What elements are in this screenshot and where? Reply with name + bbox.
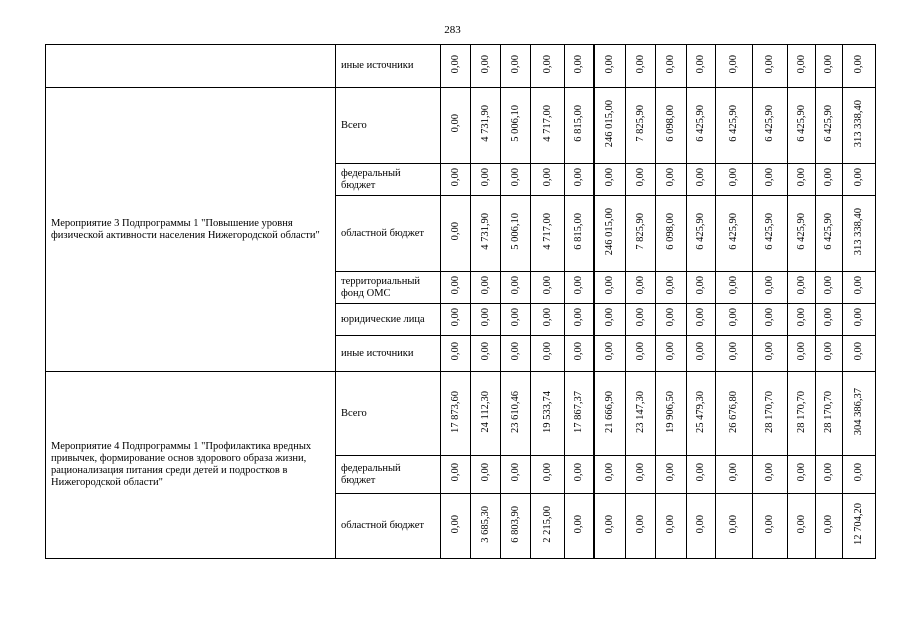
value-cell bbox=[531, 272, 565, 304]
value-cell bbox=[843, 45, 876, 88]
value-cell bbox=[843, 456, 876, 494]
value-text: 0,00 bbox=[479, 308, 491, 327]
value-cell bbox=[687, 456, 716, 494]
value-text: 0,00 bbox=[728, 342, 739, 361]
value-cell bbox=[716, 88, 753, 164]
value-text: 0,00 bbox=[665, 514, 676, 534]
value-cell bbox=[565, 88, 594, 164]
value-cell bbox=[471, 45, 501, 88]
value-text: 6 425,90 bbox=[795, 213, 807, 250]
value-text: 0,00 bbox=[603, 168, 615, 187]
value-text: 246 015,00 bbox=[603, 207, 615, 256]
value-cell bbox=[788, 272, 816, 304]
value-cell bbox=[594, 494, 626, 559]
value-cell bbox=[626, 164, 656, 196]
value-text: 7 825,90 bbox=[634, 213, 646, 250]
value-text: 25 479,30 bbox=[695, 390, 706, 433]
value-cell bbox=[816, 164, 843, 196]
funding-source-cell: иные источники bbox=[336, 45, 441, 88]
value-cell bbox=[753, 304, 788, 336]
value-text: 0,00 bbox=[853, 463, 864, 482]
value-text: 0,00 bbox=[695, 463, 706, 482]
value-text: 0,00 bbox=[449, 222, 461, 241]
funding-source-cell: Всего bbox=[336, 372, 441, 456]
value-cell bbox=[531, 494, 565, 559]
value-cell bbox=[816, 494, 843, 559]
funding-table bbox=[45, 44, 876, 559]
value-cell bbox=[716, 164, 753, 196]
value-text: 19 906,50 bbox=[665, 390, 676, 433]
value-cell bbox=[565, 336, 594, 372]
value-text: 6 098,00 bbox=[665, 105, 676, 142]
value-text: 0,00 bbox=[479, 342, 491, 361]
value-cell bbox=[471, 304, 501, 336]
value-text: 0,00 bbox=[449, 168, 461, 187]
value-cell bbox=[753, 272, 788, 304]
value-cell bbox=[501, 164, 531, 196]
value-cell bbox=[843, 272, 876, 304]
value-cell bbox=[471, 494, 501, 559]
value-text: 0,00 bbox=[853, 54, 864, 74]
value-text: 0,00 bbox=[541, 168, 553, 187]
value-text: 0,00 bbox=[603, 514, 615, 534]
value-cell bbox=[816, 272, 843, 304]
value-cell bbox=[687, 45, 716, 88]
value-cell bbox=[531, 456, 565, 494]
value-text: 0,00 bbox=[479, 168, 491, 187]
value-text: 0,00 bbox=[795, 54, 807, 74]
funding-source-cell: федеральный бюджет bbox=[336, 164, 441, 196]
value-cell bbox=[594, 336, 626, 372]
value-cell bbox=[788, 196, 816, 272]
value-cell bbox=[716, 372, 753, 456]
value-text: 0,00 bbox=[853, 168, 864, 187]
value-cell bbox=[716, 456, 753, 494]
value-cell bbox=[441, 45, 471, 88]
value-text: 0,00 bbox=[509, 168, 521, 187]
value-cell bbox=[565, 456, 594, 494]
value-text: 21 666,90 bbox=[603, 390, 615, 433]
value-cell bbox=[441, 272, 471, 304]
value-text: 6 815,00 bbox=[572, 105, 584, 142]
value-text: 28 170,70 bbox=[823, 390, 834, 433]
value-text: 246 015,00 bbox=[603, 99, 615, 148]
value-cell bbox=[626, 196, 656, 272]
value-text: 0,00 bbox=[823, 168, 834, 187]
value-text: 0,00 bbox=[728, 54, 739, 74]
value-text: 0,00 bbox=[764, 463, 775, 482]
value-text: 0,00 bbox=[695, 514, 706, 534]
table-row bbox=[46, 372, 876, 456]
value-cell bbox=[753, 456, 788, 494]
value-text: 6 815,00 bbox=[572, 213, 584, 250]
value-cell bbox=[565, 304, 594, 336]
value-cell bbox=[816, 336, 843, 372]
value-cell bbox=[441, 456, 471, 494]
funding-source-cell: областной бюджет bbox=[336, 196, 441, 272]
value-cell bbox=[656, 272, 687, 304]
value-text: 0,00 bbox=[695, 168, 706, 187]
value-cell bbox=[656, 456, 687, 494]
value-cell bbox=[501, 196, 531, 272]
value-text: 0,00 bbox=[541, 463, 553, 482]
value-text: 3 685,30 bbox=[479, 505, 491, 543]
value-text: 0,00 bbox=[764, 54, 775, 74]
value-cell bbox=[753, 196, 788, 272]
value-text: 0,00 bbox=[603, 342, 615, 361]
value-text: 0,00 bbox=[665, 54, 676, 74]
value-text: 0,00 bbox=[665, 463, 676, 482]
value-text: 6 425,90 bbox=[795, 105, 807, 142]
value-cell bbox=[816, 304, 843, 336]
value-text: 0,00 bbox=[665, 168, 676, 187]
value-cell bbox=[594, 45, 626, 88]
value-cell bbox=[656, 494, 687, 559]
value-cell bbox=[626, 304, 656, 336]
value-text: 0,00 bbox=[541, 342, 553, 361]
value-text: 304 386,37 bbox=[853, 387, 864, 436]
value-cell bbox=[441, 494, 471, 559]
value-text: 0,00 bbox=[449, 54, 461, 74]
value-cell bbox=[626, 494, 656, 559]
value-text: 0,00 bbox=[695, 276, 706, 295]
value-cell bbox=[531, 304, 565, 336]
value-cell bbox=[626, 456, 656, 494]
funding-source-cell: иные источники bbox=[336, 336, 441, 372]
value-text: 0,00 bbox=[449, 114, 461, 133]
value-cell bbox=[716, 196, 753, 272]
value-text: 0,00 bbox=[764, 168, 775, 187]
value-cell bbox=[441, 372, 471, 456]
value-cell bbox=[471, 164, 501, 196]
value-text: 0,00 bbox=[634, 168, 646, 187]
value-cell bbox=[531, 164, 565, 196]
value-cell bbox=[788, 494, 816, 559]
value-text: 6 425,90 bbox=[764, 105, 775, 142]
value-text: 0,00 bbox=[541, 308, 553, 327]
value-cell bbox=[594, 456, 626, 494]
value-cell bbox=[816, 45, 843, 88]
value-cell bbox=[843, 164, 876, 196]
funding-source-cell: федеральный бюджет bbox=[336, 456, 441, 494]
value-cell bbox=[753, 45, 788, 88]
value-cell bbox=[656, 88, 687, 164]
value-text: 0,00 bbox=[603, 54, 615, 74]
value-text: 17 873,60 bbox=[449, 390, 461, 433]
value-text: 0,00 bbox=[695, 342, 706, 361]
funding-source-cell: Всего bbox=[336, 88, 441, 164]
value-text: 6 098,00 bbox=[665, 213, 676, 250]
value-text: 17 867,37 bbox=[572, 390, 584, 433]
value-text: 6 425,90 bbox=[728, 213, 739, 250]
value-text: 0,00 bbox=[479, 463, 491, 482]
measure-name-cell: Мероприятие 4 Подпрограммы 1 "Профилактика вредных привычек, формирование основ здорового образа жизни, рационализация питания среди детей и подростков в Нижегородской области" bbox=[46, 372, 336, 559]
value-cell bbox=[531, 45, 565, 88]
value-text: 0,00 bbox=[479, 54, 491, 74]
value-cell bbox=[816, 456, 843, 494]
value-text: 0,00 bbox=[853, 342, 864, 361]
value-cell bbox=[716, 45, 753, 88]
value-cell bbox=[687, 372, 716, 456]
value-cell bbox=[656, 196, 687, 272]
value-cell bbox=[594, 88, 626, 164]
value-cell bbox=[565, 164, 594, 196]
value-text: 0,00 bbox=[603, 308, 615, 327]
value-text: 6 425,90 bbox=[764, 213, 775, 250]
value-cell bbox=[626, 372, 656, 456]
funding-source-cell: юридические лица bbox=[336, 304, 441, 336]
value-cell bbox=[753, 372, 788, 456]
value-cell bbox=[788, 336, 816, 372]
value-text: 0,00 bbox=[764, 276, 775, 295]
value-text: 23 147,30 bbox=[634, 390, 646, 433]
value-cell bbox=[471, 196, 501, 272]
value-text: 4 731,90 bbox=[479, 213, 491, 250]
value-cell bbox=[788, 304, 816, 336]
value-cell bbox=[626, 45, 656, 88]
value-cell bbox=[687, 304, 716, 336]
value-text: 313 338,40 bbox=[853, 207, 864, 256]
value-cell bbox=[843, 88, 876, 164]
value-cell bbox=[816, 372, 843, 456]
value-text: 0,00 bbox=[795, 514, 807, 534]
value-cell bbox=[716, 494, 753, 559]
value-text: 0,00 bbox=[795, 276, 807, 295]
value-text: 0,00 bbox=[853, 308, 864, 327]
value-cell bbox=[843, 494, 876, 559]
value-text: 26 676,80 bbox=[728, 390, 739, 433]
value-cell bbox=[843, 304, 876, 336]
value-cell bbox=[788, 164, 816, 196]
value-text: 0,00 bbox=[634, 342, 646, 361]
value-cell bbox=[594, 272, 626, 304]
value-text: 6 425,90 bbox=[695, 105, 706, 142]
table-row bbox=[46, 45, 876, 88]
value-cell bbox=[626, 336, 656, 372]
value-text: 0,00 bbox=[795, 168, 807, 187]
value-cell bbox=[594, 372, 626, 456]
value-text: 0,00 bbox=[823, 463, 834, 482]
value-cell bbox=[594, 164, 626, 196]
value-text: 4 731,90 bbox=[479, 105, 491, 142]
table-row bbox=[46, 88, 876, 164]
value-text: 2 215,00 bbox=[541, 505, 553, 543]
value-cell bbox=[816, 88, 843, 164]
value-text: 0,00 bbox=[823, 54, 834, 74]
value-text: 0,00 bbox=[823, 276, 834, 295]
value-text: 4 717,00 bbox=[541, 105, 553, 142]
value-cell bbox=[471, 88, 501, 164]
value-text: 0,00 bbox=[795, 463, 807, 482]
value-text: 0,00 bbox=[603, 463, 615, 482]
value-cell bbox=[656, 164, 687, 196]
value-text: 28 170,70 bbox=[795, 390, 807, 433]
value-cell bbox=[626, 272, 656, 304]
value-text: 28 170,70 bbox=[764, 390, 775, 433]
value-cell bbox=[531, 372, 565, 456]
value-cell bbox=[753, 164, 788, 196]
value-text: 0,00 bbox=[695, 54, 706, 74]
value-cell bbox=[753, 88, 788, 164]
value-text: 0,00 bbox=[509, 463, 521, 482]
funding-source-cell: областной бюджет bbox=[336, 494, 441, 559]
value-cell bbox=[788, 372, 816, 456]
value-cell bbox=[441, 164, 471, 196]
value-cell bbox=[501, 456, 531, 494]
value-cell bbox=[716, 304, 753, 336]
value-cell bbox=[565, 45, 594, 88]
value-cell bbox=[471, 456, 501, 494]
value-text: 6 425,90 bbox=[695, 213, 706, 250]
value-cell bbox=[471, 336, 501, 372]
value-text: 5 006,10 bbox=[509, 105, 521, 142]
value-text: 0,00 bbox=[572, 514, 584, 534]
value-text: 0,00 bbox=[665, 276, 676, 295]
value-cell bbox=[687, 336, 716, 372]
value-text: 4 717,00 bbox=[541, 213, 553, 250]
value-text: 0,00 bbox=[572, 463, 584, 482]
value-text: 23 610,46 bbox=[509, 390, 521, 433]
value-cell bbox=[501, 304, 531, 336]
value-text: 0,00 bbox=[509, 342, 521, 361]
value-text: 0,00 bbox=[665, 308, 676, 327]
value-text: 0,00 bbox=[823, 342, 834, 361]
value-text: 0,00 bbox=[572, 168, 584, 187]
value-text: 0,00 bbox=[695, 308, 706, 327]
value-text: 7 825,90 bbox=[634, 105, 646, 142]
value-text: 313 338,40 bbox=[853, 99, 864, 148]
value-text: 0,00 bbox=[541, 276, 553, 295]
value-cell bbox=[788, 45, 816, 88]
value-cell bbox=[441, 88, 471, 164]
value-cell bbox=[531, 196, 565, 272]
value-text: 0,00 bbox=[634, 54, 646, 74]
value-cell bbox=[565, 494, 594, 559]
value-text: 0,00 bbox=[728, 168, 739, 187]
value-cell bbox=[716, 336, 753, 372]
value-cell bbox=[441, 196, 471, 272]
value-text: 0,00 bbox=[728, 308, 739, 327]
value-cell bbox=[531, 336, 565, 372]
value-text: 0,00 bbox=[603, 276, 615, 295]
value-text: 0,00 bbox=[449, 276, 461, 295]
value-cell bbox=[753, 336, 788, 372]
value-text: 0,00 bbox=[541, 54, 553, 74]
value-cell bbox=[501, 88, 531, 164]
value-text: 0,00 bbox=[449, 308, 461, 327]
value-cell bbox=[531, 88, 565, 164]
value-cell bbox=[687, 88, 716, 164]
value-cell bbox=[565, 196, 594, 272]
value-cell bbox=[565, 372, 594, 456]
value-cell bbox=[441, 336, 471, 372]
value-text: 0,00 bbox=[665, 342, 676, 361]
value-text: 6 425,90 bbox=[823, 105, 834, 142]
value-text: 0,00 bbox=[572, 308, 584, 327]
value-text: 6 425,90 bbox=[823, 213, 834, 250]
value-text: 0,00 bbox=[509, 308, 521, 327]
value-text: 0,00 bbox=[823, 514, 834, 534]
value-text: 5 006,10 bbox=[509, 213, 521, 250]
value-cell bbox=[501, 272, 531, 304]
value-text: 0,00 bbox=[634, 514, 646, 534]
value-cell bbox=[565, 272, 594, 304]
value-text: 0,00 bbox=[509, 276, 521, 295]
value-cell bbox=[656, 45, 687, 88]
value-text: 19 533,74 bbox=[541, 390, 553, 433]
value-cell bbox=[788, 88, 816, 164]
value-text: 0,00 bbox=[728, 463, 739, 482]
value-text: 0,00 bbox=[823, 308, 834, 327]
value-text: 0,00 bbox=[764, 308, 775, 327]
value-text: 0,00 bbox=[764, 342, 775, 361]
value-cell bbox=[441, 304, 471, 336]
value-cell bbox=[687, 494, 716, 559]
funding-source-cell: территориальный фонд ОМС bbox=[336, 272, 441, 304]
value-text: 0,00 bbox=[449, 514, 461, 534]
value-cell bbox=[656, 304, 687, 336]
value-text: 24 112,30 bbox=[479, 390, 491, 433]
value-cell bbox=[687, 164, 716, 196]
value-cell bbox=[501, 494, 531, 559]
value-cell bbox=[594, 304, 626, 336]
value-cell bbox=[501, 336, 531, 372]
value-text: 0,00 bbox=[634, 276, 646, 295]
value-text: 0,00 bbox=[728, 276, 739, 295]
value-text: 6 425,90 bbox=[728, 105, 739, 142]
value-cell bbox=[788, 456, 816, 494]
value-text: 0,00 bbox=[449, 342, 461, 361]
value-cell bbox=[753, 494, 788, 559]
value-cell bbox=[471, 372, 501, 456]
value-cell bbox=[816, 196, 843, 272]
value-text: 0,00 bbox=[449, 463, 461, 482]
value-text: 0,00 bbox=[853, 276, 864, 295]
value-text: 0,00 bbox=[572, 54, 584, 74]
measure-name-cell: Мероприятие 3 Подпрограммы 1 "Повышение уровня физической активности населения Нижегородской области" bbox=[46, 88, 336, 372]
value-cell bbox=[843, 336, 876, 372]
value-text: 0,00 bbox=[509, 54, 521, 74]
value-text: 0,00 bbox=[728, 514, 739, 534]
value-cell bbox=[656, 336, 687, 372]
value-text: 0,00 bbox=[572, 276, 584, 295]
value-cell bbox=[687, 196, 716, 272]
value-text: 0,00 bbox=[795, 308, 807, 327]
value-cell bbox=[687, 272, 716, 304]
value-cell bbox=[501, 372, 531, 456]
value-cell bbox=[471, 272, 501, 304]
value-text: 0,00 bbox=[479, 276, 491, 295]
value-cell bbox=[843, 196, 876, 272]
value-text: 0,00 bbox=[764, 514, 775, 534]
value-text: 12 704,20 bbox=[853, 503, 864, 545]
value-text: 0,00 bbox=[572, 342, 584, 361]
value-text: 6 803,90 bbox=[509, 505, 521, 543]
measure-name-cell bbox=[46, 45, 336, 88]
value-text: 0,00 bbox=[634, 308, 646, 327]
value-cell bbox=[843, 372, 876, 456]
value-cell bbox=[501, 45, 531, 88]
value-text: 0,00 bbox=[634, 463, 646, 482]
value-cell bbox=[594, 196, 626, 272]
page-number: 283 bbox=[444, 24, 461, 36]
value-cell bbox=[716, 272, 753, 304]
value-cell bbox=[626, 88, 656, 164]
value-cell bbox=[656, 372, 687, 456]
value-text: 0,00 bbox=[795, 342, 807, 361]
